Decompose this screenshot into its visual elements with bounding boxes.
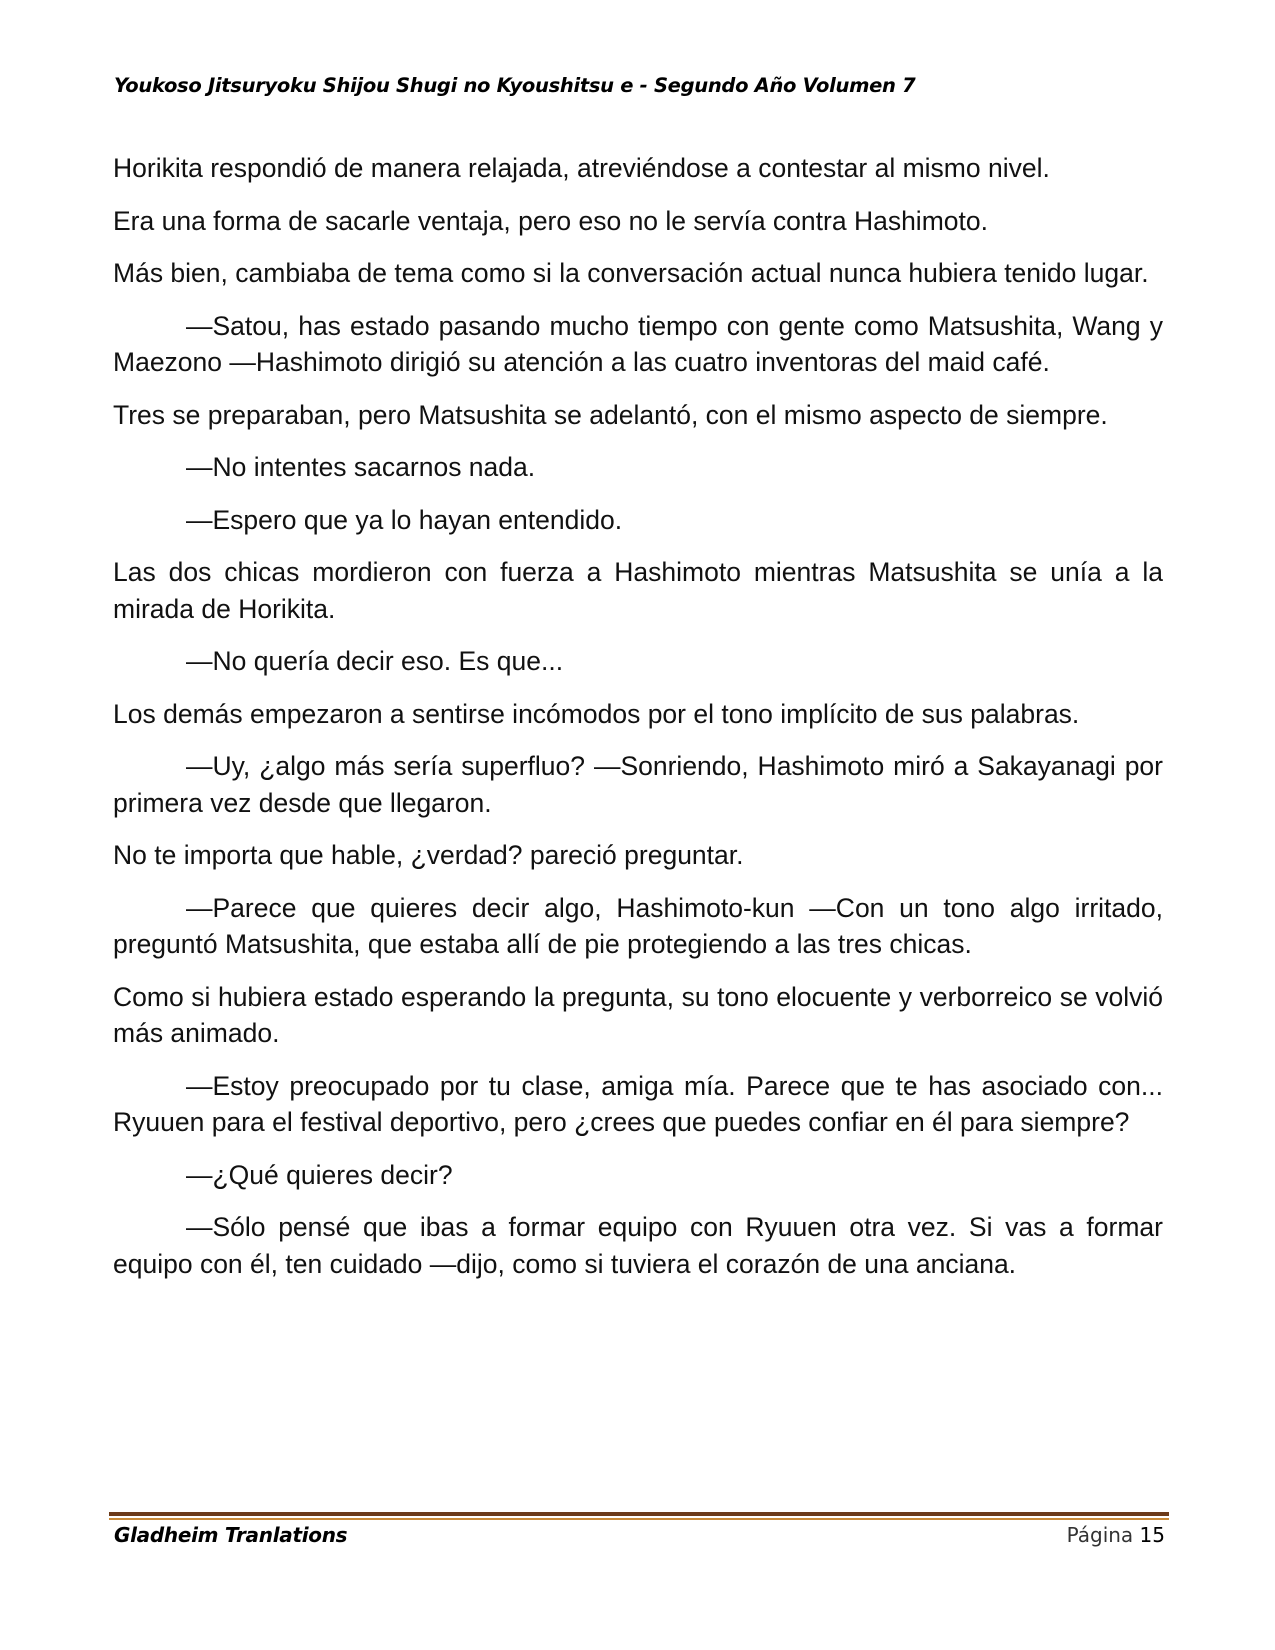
running-header: Youkoso Jitsuryoku Shijou Shugi no Kyoushitsu e - Segundo Año Volumen 7 — [114, 74, 916, 97]
paragraph: Los demás empezaron a sentirse incómodos por el tono implícito de sus palabras. — [113, 698, 1080, 729]
dialogue-paragraph: —Sólo pensé que ibas a formar equipo con Ryuuen otra vez. Si vas a formar equipo con él, ten cuidado —dijo, como si tuviera el corazón de una anciana. — [113, 1212, 1163, 1279]
paragraph: Horikita respondió de manera relajada, atreviéndose a contestar al mismo nivel. — [113, 153, 1050, 183]
footer-divider-accent — [109, 1518, 1169, 1520]
paragraph: No te importa que hable, ¿verdad? pareció preguntar. — [113, 840, 744, 870]
dialogue-paragraph: —¿Qué quieres decir? — [186, 1159, 453, 1190]
footer-publisher: Gladheim Tranlations — [114, 1523, 348, 1547]
dialogue-paragraph: —Uy, ¿algo más sería superfluo? —Sonriendo, Hashimoto miró a Sakayanagi por primera vez desde que llegaron. — [113, 751, 1163, 818]
page-number: 15 — [1139, 1523, 1165, 1547]
paragraph: Como si hubiera estado esperando la pregunta, su tono elocuente y verborreico se volvió más animado. — [113, 981, 1163, 1048]
page-number-label — [1067, 1523, 1165, 1547]
paragraph: Más bien, cambiaba de tema como si la conversación actual nunca hubiera tenido lugar. — [113, 258, 1149, 288]
dialogue-paragraph: —No intentes sacarnos nada. — [186, 452, 536, 482]
page-body — [113, 150, 1163, 1298]
dialogue-paragraph: —No quería decir eso. Es que... — [186, 646, 564, 676]
dialogue-paragraph: —Parece que quieres decir algo, Hashimoto-kun —Con un tono algo irritado, preguntó Matsushita, que estaba allí de pie protegiendo a las tres chicas. — [113, 892, 1163, 959]
dialogue-paragraph: —Satou, has estado pasando mucho tiempo con gente como Matsushita, Wang y Maezono —Hashimoto dirigió su atención a las cuatro inventoras del maid café. — [113, 310, 1163, 377]
footer-divider — [109, 1512, 1169, 1516]
page-label: Página — [1066, 1523, 1134, 1547]
paragraph: Tres se preparaban, pero Matsushita se adelantó, con el mismo aspecto de siempre. — [113, 399, 1108, 430]
dialogue-paragraph: —Estoy preocupado por tu clase, amiga mía. Parece que te has asociado con... Ryuuen para el festival deportivo, pero ¿crees que puedes confiar en él para siempre? — [113, 1070, 1163, 1137]
paragraph: Era una forma de sacarle ventaja, pero eso no le servía contra Hashimoto. — [113, 205, 988, 236]
paragraph: Las dos chicas mordieron con fuerza a Hashimoto mientras Matsushita se unía a la mirada de Horikita. — [113, 557, 1163, 624]
dialogue-paragraph: —Espero que ya lo hayan entendido. — [186, 504, 623, 535]
